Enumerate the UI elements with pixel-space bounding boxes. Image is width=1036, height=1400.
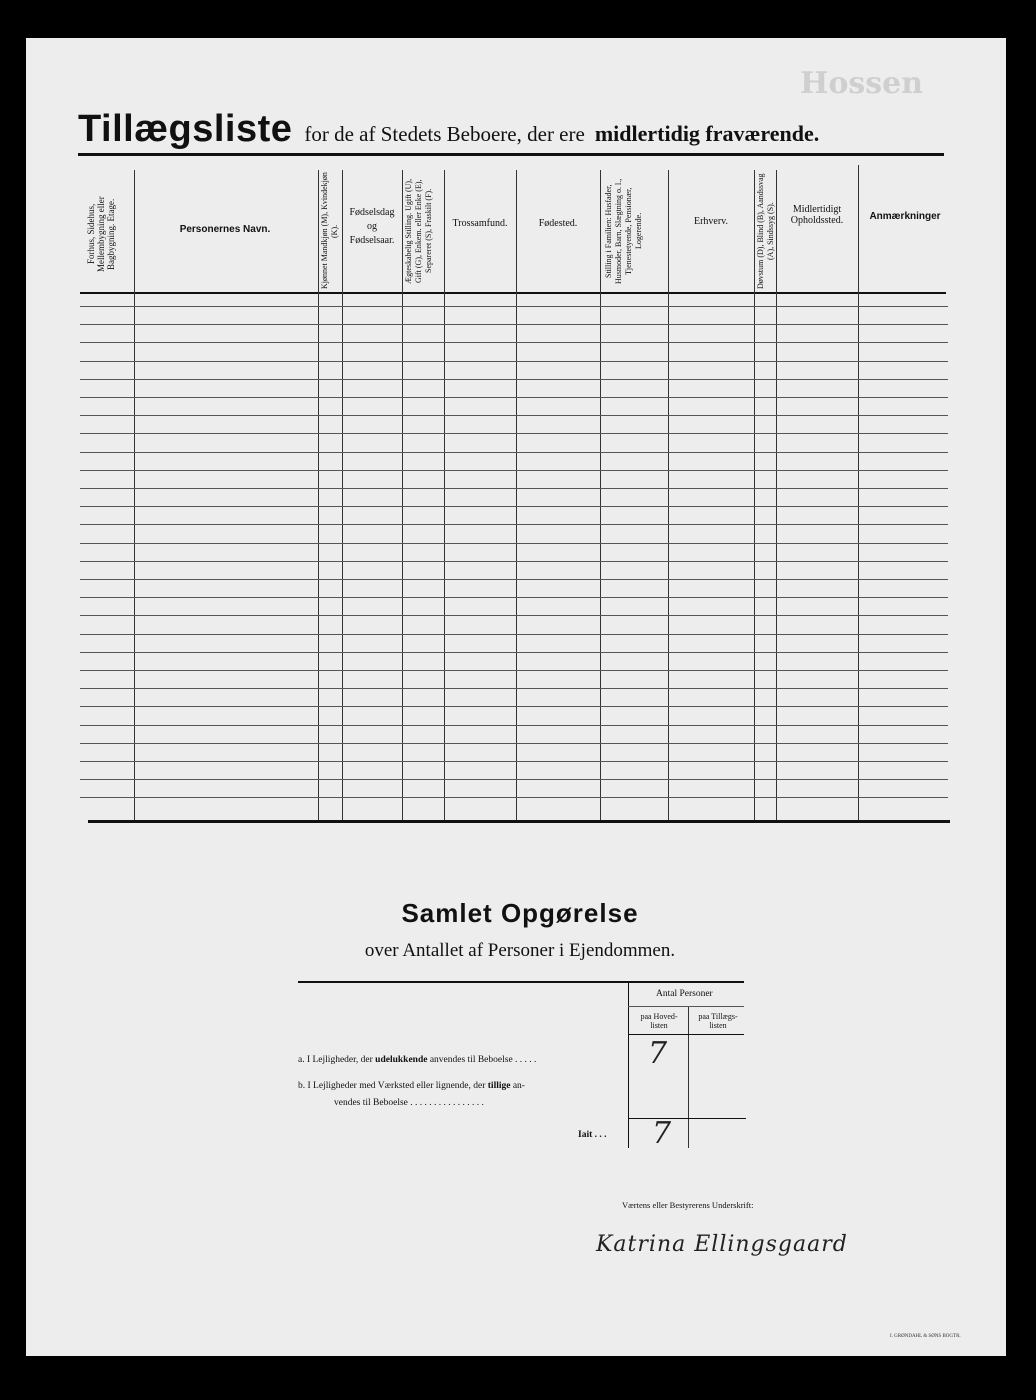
summary-line [628,1034,744,1035]
table-row-line [80,524,948,525]
col-line [134,170,135,820]
table-row-line [80,779,948,780]
total-label: Iait . . . [578,1130,607,1140]
col-line [858,165,859,820]
signature-name: Katrina Ellingsgaard [596,1232,848,1257]
table-row-line [80,415,948,416]
form-title [78,108,948,151]
row-a-bold: udelukkende [375,1055,428,1065]
row-b-suffix: an- [512,1081,525,1091]
signature-label: Værtens eller Bestyrerens Underskrift: [622,1200,754,1210]
col-line [444,170,445,820]
summary-line [628,1006,744,1007]
col-line [342,170,343,820]
summary-line [628,1118,746,1119]
title-main: Tillægsliste [78,108,293,150]
table-row-line [80,743,948,744]
table-row-line [80,797,948,798]
table-row-line [80,433,948,434]
table-row-line [80,688,948,689]
table-row-line [80,634,948,635]
header-building-floor: Forhus, Sidehus, Mellembygning eller Bagbygning. Etage. [86,196,116,272]
header-family-position: Stilling i Familien: Husfader, Husmoder, Barn, Slægtning o. l., Tjenestetyende, Pensionær, Logerende. [604,178,643,284]
col-line [668,170,669,820]
table-row-line [80,361,948,362]
col-tillaegslisten: paa Tillægs-listen [698,1012,738,1030]
header-temporary-residence: Midlertidigt Opholdssted. [790,204,844,226]
header-marital: Ægteskabelig Stilling. Ugift (U), Gift (G), Enkem. eller Enke (E), Separeret (S), Fraskilt (F). [404,178,433,284]
table-row-line [80,488,948,489]
summary-col-line [628,983,629,1148]
col-line [402,170,403,820]
col-line [318,170,319,820]
summary-top-rule [298,981,744,983]
table-row-line [80,579,948,580]
header-names: Personernes Navn. [179,224,271,235]
table-row-line [80,342,948,343]
table-row-line [80,506,948,507]
table-bottom-rule [88,820,950,823]
header-birthdate: Fødselsdag og Fødselsaar. [349,207,395,246]
corner-mark: Hossen [800,66,924,101]
title-middle: for de af Stedets Beboere, der ere [304,122,585,146]
table-row-line [80,470,948,471]
table-row-line [80,725,948,726]
col-line [754,170,755,820]
row-b [298,1081,525,1091]
header-bottom-rule [80,292,946,294]
summary-subtitle: over Antallet af Personer i Ejendommen. [364,940,676,961]
row-a [298,1055,536,1065]
row-a-value: 7 [648,1036,668,1071]
header-occupation: Erhverv. [693,216,729,227]
table-row-line [80,379,948,380]
table-row-line [80,561,948,562]
printer-imprint: I. GRØNDAHL & SØNS BOGTR. [890,1334,961,1339]
table-row-line [80,397,948,398]
header-birthplace: Fødested. [538,218,578,229]
row-b-line2: vendes til Beboelse . . . . . . . . . . . . . . . . [334,1098,484,1108]
header-remarks: Anmærkninger [869,211,941,222]
header-religion: Trossamfund. [452,218,508,229]
table-row-line [80,670,948,671]
table-row-line [80,543,948,544]
antal-header: Antal Personer [656,989,713,999]
col-line [776,170,777,820]
table-row-line [80,652,948,653]
header-sex: Kjønnet Mandkjøn (M), Kvindekjøn (K). [320,172,339,290]
col-hovedlisten: paa Hoved-listen [640,1012,678,1030]
header-disability: Døvstum (D), Blind (B), Aandssvag (A), Sindssyg (S). [756,173,775,289]
row-b-bold: tillige [487,1081,511,1091]
table-row-line [80,761,948,762]
table-row-line [80,615,948,616]
total-value: 7 [652,1116,672,1151]
table-row-line [80,324,948,325]
row-b-prefix: b. I Lejligheder med Værksted eller lignende, der [298,1081,486,1091]
table-row-line [80,706,948,707]
table-top-rule [78,153,944,156]
col-line [600,170,601,820]
table-row-line [80,306,948,307]
row-a-prefix: a. I Lejligheder, der [298,1055,373,1065]
table-row-line [80,452,948,453]
summary-col-line [688,1006,689,1148]
title-bold: midlertidig fraværende. [594,121,820,146]
col-line [516,170,517,820]
summary-title: Samlet Opgørelse [401,898,639,928]
table-row-line [80,597,948,598]
row-a-suffix: anvendes til Beboelse . . . . . [429,1055,537,1065]
